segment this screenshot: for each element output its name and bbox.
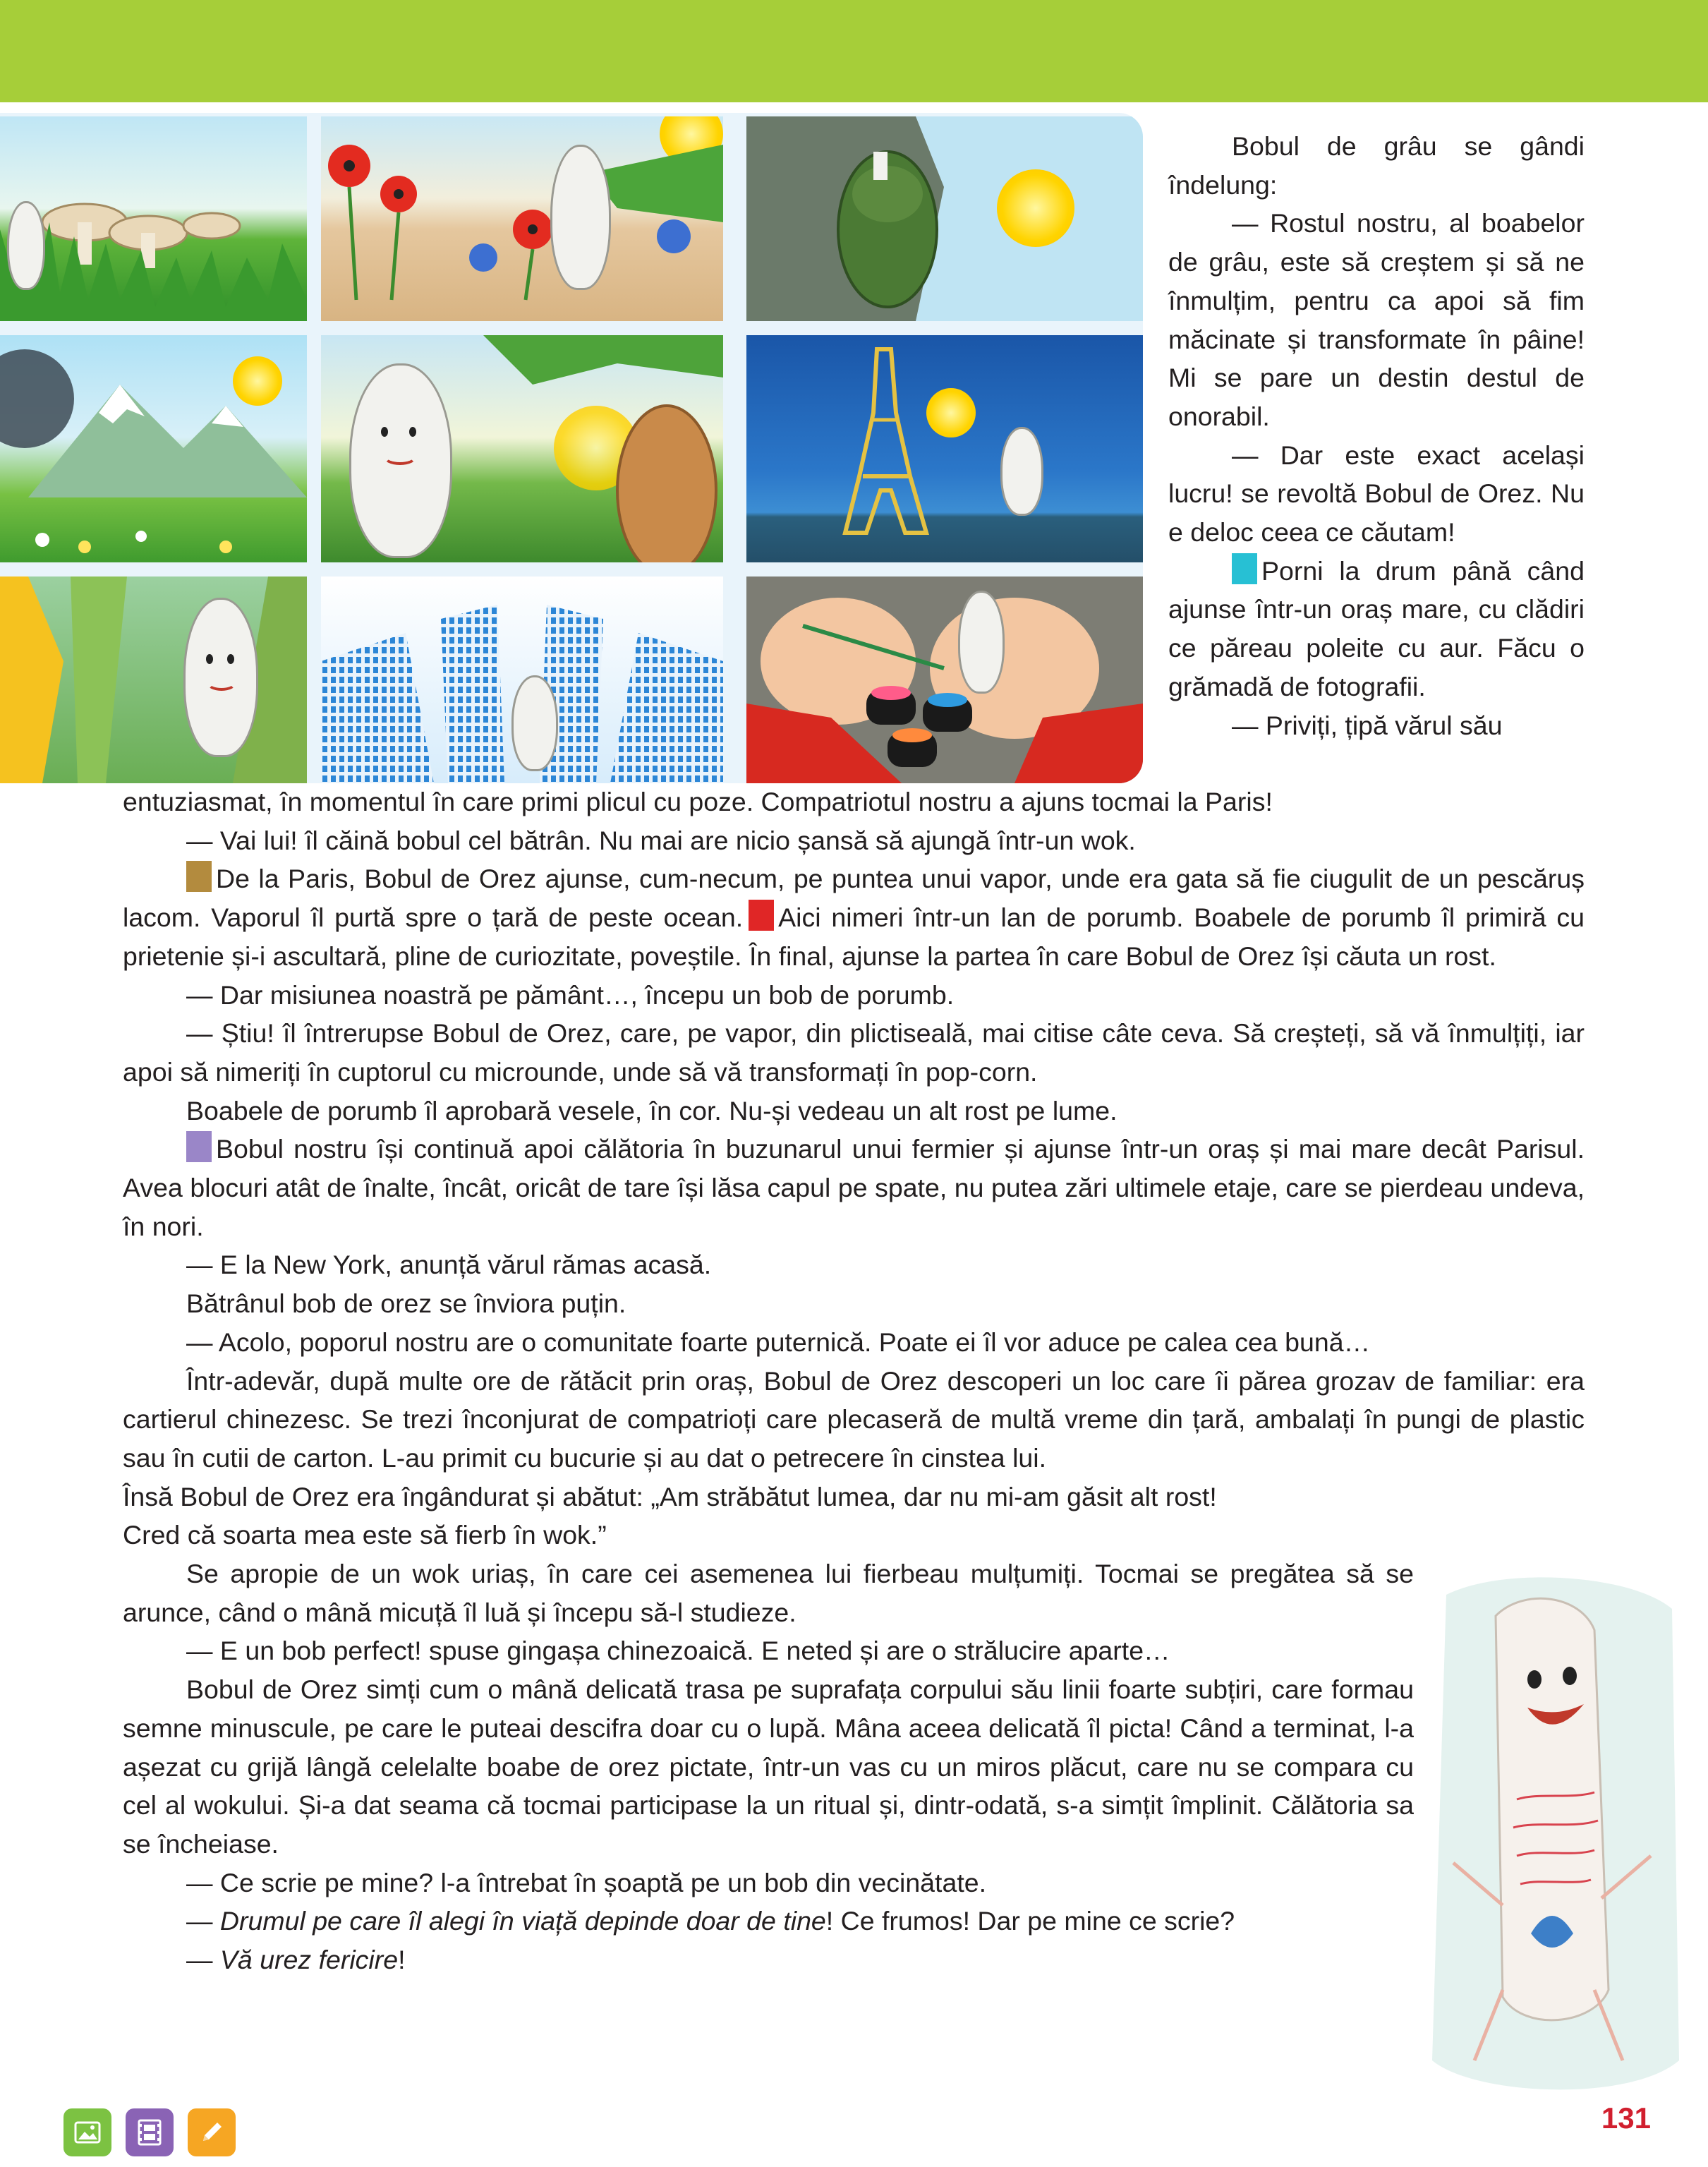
painted-rice-grain-illustration bbox=[1418, 1567, 1686, 2103]
panel-two-grains bbox=[321, 335, 723, 562]
text-column bbox=[1168, 127, 1585, 744]
paragraph: — Știu! îl întrerupse Bobul de Orez, care, pe vapor, din plictiseală, mai citise câte ceva. Să creșteți, să vă înmulțiți, iar apoi să nimeriți în cuptorul cu microunde, unde să vă transformați în pop-corn. bbox=[123, 1018, 1585, 1087]
panel-backpack bbox=[746, 116, 1143, 321]
dash: — bbox=[186, 1906, 220, 1936]
paragraph-text: Bobul nostru își continuă apoi călătoria în buzunarul unui fermier și ajunse într-un oraș și mai mare decât Parisul. Avea blocuri atât de înalte, încât, oricât de tare își lăsa capul pe spate, nu putea zări ultimele etaje, care se pierdeau undeva, în nori. bbox=[123, 1134, 1585, 1241]
illustration-grid bbox=[0, 113, 1143, 783]
paragraph: — Rostul nostru, al boabelor de grâu, este să creștem și să ne înmulțim, pentru ca apoi să fim măcinate și transformate în pâine! Mi se pare un destin destul de onorabil. bbox=[1168, 208, 1585, 431]
paragraph bbox=[123, 1902, 1414, 1940]
paragraph: — Acolo, poporul nostru are o comunitate foarte puternică. Poate ei îl vor aduce pe calea cea bună… bbox=[186, 1327, 1371, 1357]
paragraph: Bătrânul bob de orez se înviora puțin. bbox=[186, 1288, 626, 1319]
inscription-text: Vă urez fericire bbox=[219, 1945, 399, 1975]
paragraph: — Priviți, țipă vărul său bbox=[1232, 710, 1503, 740]
paragraph: — Vai lui! îl căină bobul cel bătrân. Nu mai are nicio șansă să ajungă într-un wok. bbox=[186, 825, 1136, 855]
paragraph: — Dar este exact același lucru! se revoltă Bobul de Orez. Nu e deloc ceea ce căutam! bbox=[1168, 440, 1585, 548]
section-marker-red bbox=[749, 900, 774, 931]
paragraph: — Dar misiunea noastră pe pământ…, începu un bob de porumb. bbox=[186, 979, 955, 1010]
panel-painting-hands bbox=[746, 577, 1143, 783]
paragraph-text: ! Ce frumos! Dar pe mine ce scrie? bbox=[825, 1906, 1235, 1936]
paragraph-text: ! bbox=[398, 1945, 406, 1975]
paragraph: entuziasmat, în momentul în care primi plicul cu poze. Compatriotul nostru a ajuns tocmai la Paris! bbox=[123, 787, 1273, 816]
panel-mountains bbox=[0, 335, 307, 562]
panel-skyscrapers bbox=[321, 577, 723, 783]
panel-corn-field bbox=[0, 577, 307, 783]
section-marker-cyan bbox=[1232, 553, 1257, 584]
section-marker-gold bbox=[186, 861, 212, 892]
paragraph bbox=[123, 1130, 1585, 1245]
panel-poppies bbox=[321, 116, 723, 321]
story-body bbox=[123, 783, 1585, 1979]
video-button[interactable] bbox=[126, 2108, 174, 2156]
paragraph: Într-adevăr, după multe ore de rătăcit prin oraș, Bobul de Orez descoperi un loc care îi părea grozav de familiar: era cartierul chinezesc. Se trezi înconjurat de compatrioți care plecaseră de multă vreme din țară, ambalați în pungi de plastic sau în cutii de carton. L-au primit cu bucurie și au dat o petrecere în cinstea lui. bbox=[123, 1365, 1585, 1473]
page-number: 131 bbox=[1601, 2101, 1651, 2135]
paragraph: Bobul de Orez simți cum o mână delicată trasa pe suprafața corpului său linii foarte subțiri, care formau semne minuscule, pe care le puteai descifra doar cu o lupă. Mâna aceea delicată îl picta! Când a terminat, l-a așezat cu grijă lângă celelalte boabe de orez pictate, într-un vas cu un miros plăcut, care nu se compara cu cel al wokului. Și-a dat seama că tocmai participase la un ritual și, dintr-odată, s-a simțit împlinit. Călătoria sa se încheiase. bbox=[123, 1674, 1414, 1859]
top-accent-bar bbox=[0, 0, 1708, 102]
paragraph: Bobul de grâu se gândi îndelung: bbox=[1168, 131, 1585, 200]
pencil-icon bbox=[198, 2118, 226, 2147]
panel-eiffel-tower bbox=[746, 335, 1143, 562]
paragraph: Se apropie de un wok uriaș, în care cei asemenea lui fierbeau mulțumiți. Tocmai se pregătea să se arunce, când o mână micuță îl luă și începu să-l studieze. bbox=[123, 1559, 1414, 1627]
film-icon bbox=[135, 2118, 164, 2147]
panel-grass-mushrooms bbox=[0, 116, 307, 321]
paragraph bbox=[1168, 552, 1585, 706]
paragraph: Cred că soarta mea este să fierb în wok.” bbox=[123, 1520, 607, 1550]
paragraph: — E un bob perfect! spuse gingașa chinezoaică. E neted și are o strălucire aparte… bbox=[186, 1636, 1170, 1666]
paragraph: Însă Bobul de Orez era îngândurat și abătut: „Am străbătut lumea, dar nu mi-am găsit alt rost! bbox=[123, 1481, 1217, 1511]
paragraph-text: De la Paris, Bobul de Orez ajunse, cum-necum, pe puntea unui vapor, unde era gata să fie ciugulit de un pescăruș lacom. Vaporul îl purtă spre o țară de peste ocean. bbox=[123, 864, 1585, 933]
paragraph-text: Porni la drum până când ajunse într-un oraș mare, cu clădiri ce păreau poleite cu aur. Făcu o grămadă de fotografii. bbox=[1168, 555, 1585, 701]
image-gallery-button[interactable] bbox=[63, 2108, 111, 2156]
paragraph: — Ce scrie pe mine? l-a întrebat în șoaptă pe un bob din vecinătate. bbox=[186, 1867, 987, 1897]
image-icon bbox=[73, 2118, 102, 2147]
exercise-button[interactable] bbox=[188, 2108, 236, 2156]
paragraph bbox=[123, 1940, 1414, 1979]
dash: — bbox=[186, 1945, 220, 1975]
inscription-text: Drumul pe care îl alegi în viață depinde doar de tine bbox=[219, 1906, 826, 1936]
paragraph: Boabele de porumb îl aprobară vesele, în cor. Nu-și vedeau un alt rost pe lume. bbox=[186, 1095, 1118, 1125]
paragraph bbox=[123, 859, 1585, 975]
paragraph-text: Aici nimeri într-un lan de porumb. Boabele de porumb îl primiră cu prietenie și-i ascultară, pline de curiozitate, poveștile. În final, ajunse la partea în care Bobul de Orez își căuta un rost. bbox=[123, 903, 1585, 971]
paragraph: — E la New York, anunță vărul rămas acasă. bbox=[186, 1250, 712, 1280]
section-marker-lavender bbox=[186, 1131, 212, 1162]
